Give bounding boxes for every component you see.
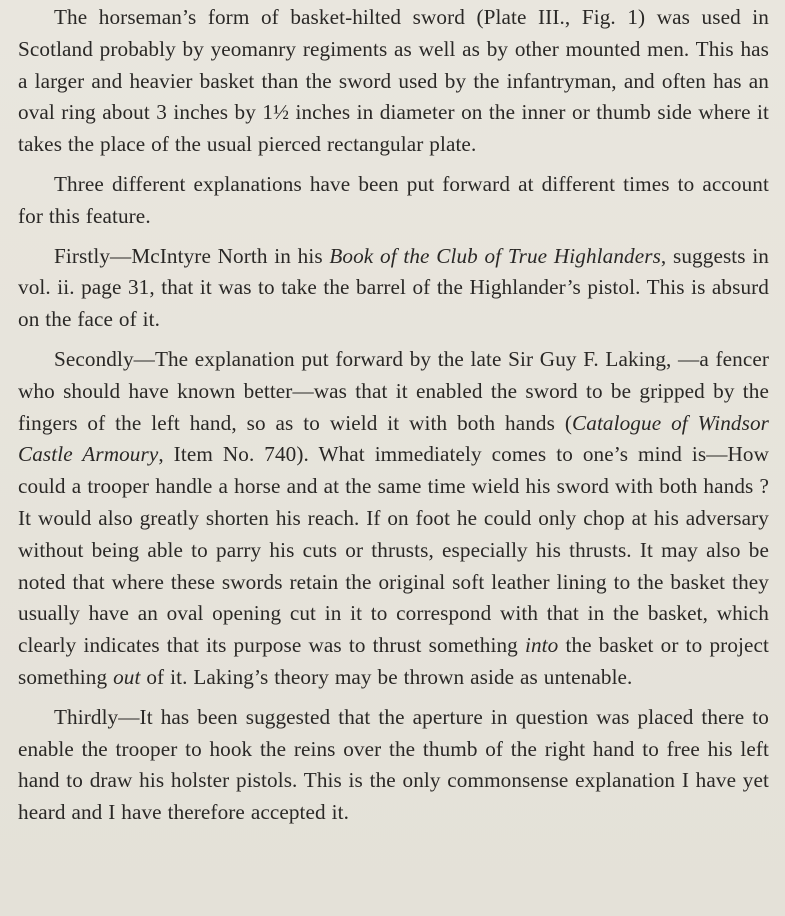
italic-emphasis-into: into xyxy=(524,633,559,658)
text-run: Thirdly—It has been suggested that the aperture in question was placed there to enable the trooper to hook the reins over the thumb of the right hand to free his left hand to draw his holster pistols. This is the only commonsense explanation I have yet heard and I have therefore accepted it. xyxy=(18,704,769,825)
paragraph-thirdly xyxy=(18,702,769,829)
text-run: Firstly—McIntyre North in his xyxy=(54,243,330,268)
paragraph-secondly xyxy=(18,344,769,694)
text-run: Three different explanations have been put forward at different times to account for this feature. xyxy=(18,171,769,228)
italic-emphasis-out: out xyxy=(113,664,141,689)
italic-catalogue-title: Catalogue of Windsor Castle Armoury xyxy=(18,410,769,467)
text-run: the basket or to project something xyxy=(18,633,769,689)
paragraph-explanations-intro xyxy=(18,169,769,233)
text-run: Secondly—The explanation put forward by the late Sir Guy F. Laking, —a fencer who should have known better—was that it enabled the sword to be gripped by the fingers of the left hand, so as to wield it with both hands ( xyxy=(18,346,769,435)
text-run: , Item No. 740). What immediately comes to one’s mind is—How could a trooper handle a horse and at the same time wield his sword with both hands ? It would also greatly shorten his reach. If on foot he could only chop at his adversary without being able to parry his cuts or thrusts, especially his thrusts. It may also be noted that where these swords retain the original soft leather lining to the basket they usually have an oval opening cut in it to correspond with that in the basket, which clearly indicates that its purpose was to thrust something xyxy=(18,442,769,658)
text-run: , suggests in vol. ii. page 31, that it was to take the barrel of the Highlander’s pistol. This is absurd on the face of it. xyxy=(18,243,769,332)
text-run: The horseman’s form of basket-hilted sword (Plate III., Fig. 1) was used in Scotland probably by yeomanry regiments as well as by other mounted men. This has a larger and heavier basket than the sword used by the infantryman, and often has an oval ring about 3 inches by 1½ inches in diameter on the inner or thumb side where it takes the place of the usual pierced rectangular plate. xyxy=(18,5,769,157)
paragraph-firstly xyxy=(18,241,769,336)
text-run: of it. Laking’s theory may be thrown aside as untenable. xyxy=(140,664,633,689)
italic-book-title: Book of the Club of True Highlanders xyxy=(329,243,661,268)
paragraph-horseman-sword xyxy=(18,2,769,161)
